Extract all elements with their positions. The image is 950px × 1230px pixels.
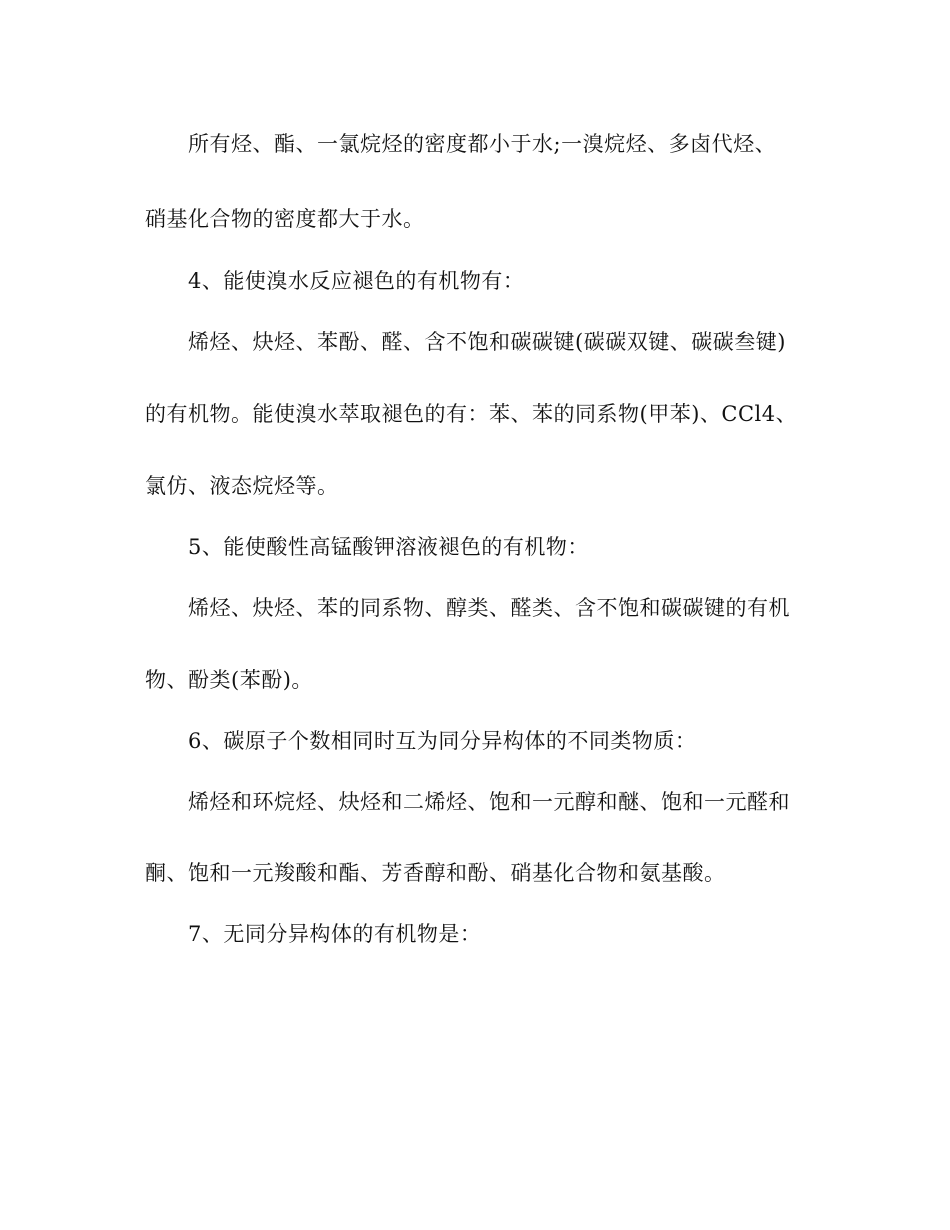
section-heading-6: 6、碳原子个数相同时互为同分异构体的不同类物质：: [188, 729, 697, 753]
paragraph-line: 烯烃、炔烃、苯酚、醛、含不饱和碳碳键(碳碳双键、碳碳叁键): [188, 330, 786, 354]
paragraph-line: 物、酚类(苯酚)。: [145, 668, 313, 692]
paragraph-line: 氯仿、液态烷烃等。: [145, 474, 339, 498]
paragraph-line: 的有机物。能使溴水萃取褪色的有：苯、苯的同系物(甲苯)、CCl4、: [145, 402, 798, 426]
section-heading-7: 7、无同分异构体的有机物是：: [188, 922, 482, 946]
paragraph-line: 硝基化合物的密度都大于水。: [145, 207, 425, 231]
section-heading-5: 5、能使酸性高锰酸钾溶液褪色的有机物：: [188, 535, 589, 559]
paragraph-line: 酮、饱和一元羧酸和酯、芳香醇和酚、硝基化合物和氨基酸。: [145, 861, 726, 885]
paragraph-line: 烯烃、炔烃、苯的同系物、醇类、醛类、含不饱和碳碳键的有机: [188, 596, 790, 620]
paragraph-line: 所有烃、酯、一氯烷烃的密度都小于水;一溴烷烃、多卤代烃、: [188, 132, 777, 156]
paragraph-line: 烯烃和环烷烃、炔烃和二烯烃、饱和一元醇和醚、饱和一元醛和: [188, 790, 790, 814]
section-heading-4: 4、能使溴水反应褪色的有机物有：: [188, 269, 525, 293]
